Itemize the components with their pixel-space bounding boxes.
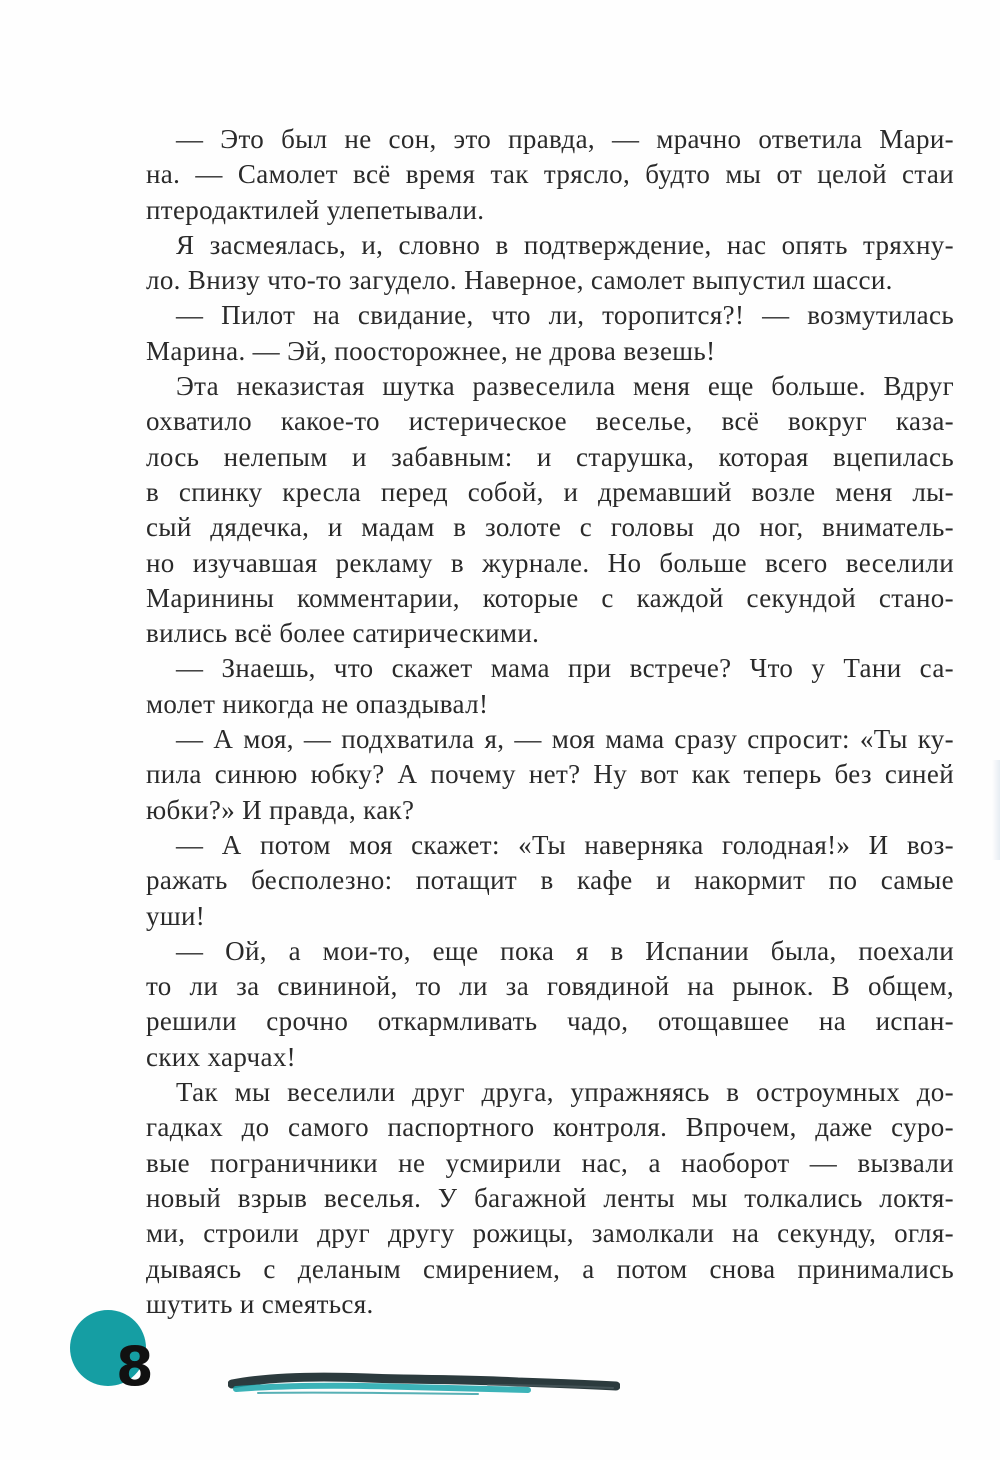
text-line: сый дядечка, и мадам в золоте с головы до ног, вниматель- bbox=[146, 512, 954, 543]
text-line: — Это был не сон, это правда, — мрачно ответила Мари- bbox=[176, 124, 954, 154]
text-line: гадках до самого паспортного контроля. Впрочем, даже суро- bbox=[146, 1112, 954, 1143]
body-text bbox=[146, 122, 954, 1322]
text-line: — Пилот на свидание, что ли, торопится?! — возмутилась bbox=[176, 300, 954, 331]
paragraph bbox=[146, 934, 954, 1075]
paragraph bbox=[146, 228, 954, 299]
text-line: — А потом моя скажет: «Ты наверняка голодная!» И воз- bbox=[176, 829, 954, 860]
paragraph bbox=[146, 122, 954, 228]
text-line: ражать бесполезно: потащит в кафе и накормит по самые bbox=[146, 865, 954, 896]
text-line: — Ой, а мои-то, еще пока я в Испании была, поехали bbox=[176, 935, 954, 966]
text-line: ми, строили друг другу рожицы, замолкали на секунду, огля- bbox=[146, 1218, 954, 1249]
text-line: пила синюю юбку? А почему нет? Ну вот как теперь без синей bbox=[146, 759, 954, 790]
page-edge-shadow bbox=[992, 760, 1000, 860]
text-line: молет никогда не опаздывал! bbox=[146, 688, 489, 719]
decorative-brush-stroke bbox=[228, 1368, 620, 1404]
paragraph bbox=[146, 369, 954, 651]
text-line: то ли за свининой, то ли за говядиной на рынок. В общем, bbox=[146, 971, 954, 1002]
text-line: юбки?» И правда, как? bbox=[146, 794, 415, 825]
text-line: решили срочно откармливать чадо, отощавшее на испан- bbox=[146, 1006, 954, 1037]
text-line: — А моя, — подхватила я, — моя мама сразу спросит: «Ты ку- bbox=[176, 724, 954, 755]
text-line: вились всё более сатирическими. bbox=[146, 618, 540, 649]
paragraph bbox=[146, 828, 954, 934]
text-line: но изучавшая рекламу в журнале. Но больше всего веселили bbox=[146, 547, 954, 578]
text-line: Маринины комментарии, которые с каждой секундой стано- bbox=[146, 582, 954, 613]
text-line: лось нелепым и забавным: и старушка, которая вцепилась bbox=[146, 441, 954, 472]
text-line: в спинку кресла перед собой, и дремавший возле меня лы- bbox=[146, 476, 954, 507]
text-line: — Знаешь, что скажет мама при встрече? Что у Тани са- bbox=[176, 653, 954, 684]
text-line: ло. Внизу что-то загудело. Наверное, самолет выпустил шасси. bbox=[146, 265, 893, 296]
paragraph bbox=[146, 1075, 954, 1322]
paragraph bbox=[146, 651, 954, 722]
paragraph bbox=[146, 722, 954, 828]
text-line: Я засмеялась, и, словно в подтверждение, нас опять тряхну- bbox=[176, 229, 954, 260]
text-line: на. — Самолет всё время так трясло, будто мы от целой стаи bbox=[146, 159, 954, 190]
text-line: ских харчах! bbox=[146, 1041, 297, 1072]
text-line: шутить и смеяться. bbox=[146, 1288, 374, 1319]
text-line: Эта неказистая шутка развеселила меня еще больше. Вдруг bbox=[176, 371, 954, 402]
text-line: вые пограничники не усмирили нас, а наоборот — вызвали bbox=[146, 1147, 954, 1178]
page-number: 8 bbox=[116, 1335, 154, 1398]
text-line: уши! bbox=[146, 900, 206, 931]
text-line: Так мы веселили друг друга, упражняясь в остроумных до- bbox=[176, 1077, 954, 1108]
text-line: дываясь с деланым смирением, а потом снова принимались bbox=[146, 1253, 954, 1284]
page-number-area bbox=[70, 1310, 220, 1430]
text-line: охватило какое-то истерическое веселье, всё вокруг каза- bbox=[146, 406, 954, 437]
paragraph bbox=[146, 298, 954, 369]
text-line: птеродактилей улепетывали. bbox=[146, 194, 485, 225]
text-line: Марина. — Эй, поосторожнее, не дрова везешь! bbox=[146, 335, 716, 366]
text-line: новый взрыв веселья. У багажной ленты мы толкались локтя- bbox=[146, 1182, 954, 1213]
